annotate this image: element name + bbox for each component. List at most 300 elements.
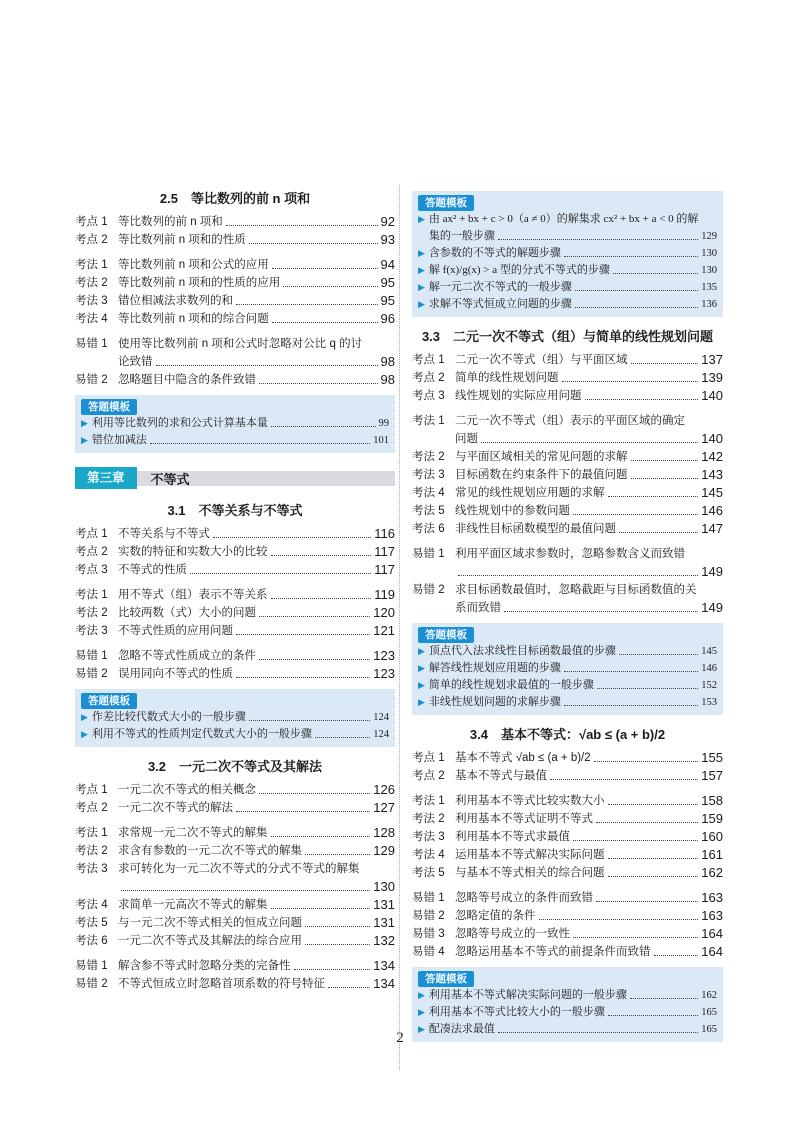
leader-dots — [190, 573, 371, 574]
entry-label: 考法 5 — [412, 505, 445, 517]
entry-text: 常见的线性规划应用题的求解 — [455, 487, 605, 499]
entry-body — [455, 925, 723, 943]
leader-dots — [481, 442, 698, 443]
page-ref: 93 — [380, 232, 395, 247]
entry-body — [118, 274, 395, 292]
entry-label: 考点 1 — [75, 528, 108, 540]
toc-entry — [412, 448, 723, 466]
toc-entry — [412, 943, 723, 961]
entry-label: 易错 2 — [75, 668, 108, 680]
entry-text: 等比数列前 n 项和的性质的应用 — [118, 277, 281, 289]
leader-dots — [564, 671, 698, 672]
toc-entry — [75, 860, 395, 896]
template-item — [418, 1004, 717, 1021]
entry-label: 考法 6 — [75, 935, 108, 947]
entry-label: 考法 2 — [75, 607, 108, 619]
page-ref: 98 — [380, 354, 395, 369]
entry-label: 易错 1 — [412, 548, 445, 560]
toc-entry — [412, 749, 723, 767]
entry-text: 与平面区域相关的常见问题的求解 — [455, 451, 628, 463]
entry-label: 考法 2 — [412, 813, 445, 825]
template-text: 解一元二次不等式的一般步骤 — [428, 281, 572, 293]
entry-text-cont: 问题 — [455, 433, 478, 445]
entry-text: 等比数列前 n 项和的性质 — [118, 234, 246, 246]
toc-entry — [412, 792, 723, 810]
section-title: 3.3 二元一次不等式（组）与简单的线性规划问题 — [421, 329, 714, 344]
entry-text: 求常规一元二次不等式的解集 — [118, 827, 268, 839]
section-title: 2.5 等比数列的前 n 项和 — [159, 191, 311, 206]
page-ref: 152 — [701, 680, 717, 691]
leader-dots — [305, 926, 370, 927]
answer-template-box — [412, 623, 723, 715]
leader-dots — [259, 793, 370, 794]
entry-text: 忽略等号成立的一致性 — [455, 928, 570, 940]
chapter-tag: 第三章 — [75, 467, 137, 489]
entry-label: 考点 2 — [75, 234, 108, 246]
page-ref: 119 — [374, 587, 395, 602]
entry-label: 考点 2 — [412, 770, 445, 782]
template-item — [81, 726, 389, 743]
page-ref: 165 — [701, 1024, 717, 1035]
triangle-bullet-icon: ▶ — [418, 299, 425, 309]
template-body — [429, 245, 717, 262]
template-line2 — [429, 228, 717, 245]
template-item — [418, 262, 717, 279]
leader-dots — [575, 307, 698, 308]
chapter-name: 不等式 — [150, 471, 190, 487]
page-ref: 96 — [380, 311, 395, 326]
toc-entry — [412, 466, 723, 484]
toc-entry — [75, 665, 395, 683]
leader-dots — [597, 688, 698, 689]
entry-label: 易错 2 — [412, 584, 445, 596]
toc-entry — [412, 412, 723, 448]
triangle-bullet-icon: ▶ — [81, 729, 88, 739]
entry-text: 错位相减法求数列的和 — [118, 295, 233, 307]
template-text: 解 f(x)/g(x) > a 型的分式不等式的步骤 — [428, 264, 610, 276]
template-body — [429, 643, 717, 660]
answer-template-box — [75, 395, 395, 453]
page-ref: 163 — [701, 890, 723, 905]
page-ref: 131 — [373, 897, 395, 912]
template-item — [418, 643, 717, 660]
spacer — [75, 640, 395, 647]
leader-dots — [608, 1015, 698, 1016]
template-body — [429, 660, 717, 677]
page-ref: 132 — [373, 933, 395, 948]
leader-dots — [562, 381, 699, 382]
answer-template-box — [75, 689, 395, 747]
page-ref: 95 — [380, 275, 395, 290]
triangle-bullet-icon: ▶ — [418, 1024, 425, 1034]
page-ref: 124 — [373, 729, 389, 740]
entry-line2 — [455, 599, 723, 617]
triangle-bullet-icon: ▶ — [418, 214, 425, 224]
entry-label: 易错 2 — [412, 910, 445, 922]
toc-entry — [412, 864, 723, 882]
entry-line2 — [455, 430, 723, 448]
page-ref: 140 — [701, 388, 723, 403]
toc-entry — [412, 545, 723, 581]
toc-entry — [75, 274, 395, 292]
toc-entry — [75, 799, 395, 817]
template-item — [418, 987, 717, 1004]
page-ref: 130 — [701, 265, 717, 276]
leader-dots — [608, 858, 699, 859]
leader-dots — [575, 290, 698, 291]
entry-label: 考点 2 — [412, 372, 445, 384]
page-ref: 131 — [373, 915, 395, 930]
entry-text: 求可转化为一元二次不等式的分式不等式的解集 — [118, 863, 360, 875]
page-ref: 158 — [701, 793, 723, 808]
entry-label: 考法 1 — [75, 827, 108, 839]
template-body — [429, 296, 717, 313]
page-ref: 147 — [701, 521, 723, 536]
entry-body — [455, 545, 723, 581]
entry-text: 忽略等号成立的条件而致错 — [455, 892, 593, 904]
entry-body — [455, 387, 723, 405]
entry-body — [455, 502, 723, 520]
entry-body — [455, 792, 723, 810]
entry-text: 利用基本不等式比较实数大小 — [455, 795, 605, 807]
chapter-header — [75, 465, 395, 491]
leader-dots — [631, 363, 699, 364]
page-ref: 123 — [373, 666, 395, 681]
entry-text: 与一元二次不等式相关的恒成立问题 — [118, 917, 302, 929]
page-ref: 137 — [701, 352, 723, 367]
page-ref: 157 — [701, 768, 723, 783]
page-ref: 129 — [373, 843, 395, 858]
page-number: 2 — [396, 1030, 404, 1046]
entry-text: 实数的特征和实数大小的比较 — [118, 546, 268, 558]
entry-body — [118, 622, 395, 640]
leader-dots — [259, 616, 370, 617]
entry-text: 解含参不等式时忽略分类的完备性 — [118, 960, 291, 972]
triangle-bullet-icon: ▶ — [418, 680, 425, 690]
page-ref: 140 — [701, 431, 723, 446]
page-ref: 92 — [380, 214, 395, 229]
page-ref: 98 — [380, 372, 395, 387]
toc-entry — [412, 520, 723, 538]
leader-dots — [564, 256, 698, 257]
entry-text-cont: 系而致错 — [455, 602, 501, 614]
page-ref: 130 — [373, 879, 395, 894]
page-ref: 164 — [701, 944, 723, 959]
leader-dots — [631, 460, 699, 461]
page-ref: 135 — [701, 282, 717, 293]
entry-body — [455, 369, 723, 387]
leader-dots — [249, 243, 378, 244]
section-title: 3.1 不等关系与不等式 — [167, 503, 303, 518]
template-text: 配凑法求最值 — [428, 1023, 495, 1035]
entry-text: 忽略运用基本不等式的前提条件而致错 — [455, 946, 651, 958]
entry-label: 考法 3 — [412, 469, 445, 481]
leader-dots — [249, 720, 370, 721]
template-text: 错位加减法 — [91, 434, 147, 446]
triangle-bullet-icon: ▶ — [418, 697, 425, 707]
template-text: 顶点代入法求线性目标函数最值的步骤 — [428, 645, 616, 657]
leader-dots — [504, 611, 698, 612]
leader-dots — [539, 919, 699, 920]
entry-body — [118, 335, 395, 371]
leader-dots — [271, 598, 372, 599]
toc-entry — [412, 387, 723, 405]
spacer — [412, 882, 723, 889]
toc-entry — [75, 957, 395, 975]
entry-body — [455, 581, 723, 617]
leader-dots — [654, 955, 699, 956]
page-ref: 149 — [701, 600, 723, 615]
entry-line2 — [455, 563, 723, 581]
entry-label: 考法 3 — [75, 295, 108, 307]
page-ref: 116 — [374, 526, 395, 541]
entry-text: 不等关系与不等式 — [118, 528, 210, 540]
template-body — [92, 432, 389, 449]
entry-body — [455, 943, 723, 961]
leader-dots — [458, 575, 698, 576]
entry-text: 与基本不等式相关的综合问题 — [455, 867, 605, 879]
entry-text: 线性规划中的参数问题 — [455, 505, 570, 517]
toc-entry — [75, 213, 395, 231]
entry-label: 考法 1 — [75, 589, 108, 601]
entry-label: 考法 2 — [75, 277, 108, 289]
answer-template-box — [412, 191, 723, 317]
template-body — [92, 709, 389, 726]
leader-dots — [156, 365, 378, 366]
template-body — [429, 279, 717, 296]
entry-label: 易错 1 — [75, 650, 108, 662]
toc-entry — [75, 586, 395, 604]
page-ref: 143 — [701, 467, 723, 482]
toc-entry — [75, 310, 395, 328]
triangle-bullet-icon: ▶ — [81, 435, 88, 445]
entry-label: 考点 2 — [75, 546, 108, 558]
entry-text: 等比数列前 n 项和的综合问题 — [118, 313, 269, 325]
entry-label: 考点 1 — [75, 216, 108, 228]
toc-entry — [75, 914, 395, 932]
entry-text: 比较两数（式）大小的问题 — [118, 607, 256, 619]
page-ref: 161 — [701, 847, 723, 862]
page-ref: 127 — [373, 800, 395, 815]
entry-label: 考法 6 — [412, 523, 445, 535]
page-ref: 101 — [373, 435, 389, 446]
entry-body — [118, 231, 395, 249]
entry-body — [118, 781, 395, 799]
template-body — [429, 1004, 717, 1021]
page-ref: 162 — [701, 990, 717, 1001]
leader-dots — [619, 654, 698, 655]
toc-entry — [412, 810, 723, 828]
template-item — [81, 415, 389, 432]
template-body — [429, 677, 717, 694]
entry-label: 考点 3 — [412, 390, 445, 402]
page-ref: 146 — [701, 663, 717, 674]
page-ref: 94 — [380, 257, 395, 272]
entry-body — [118, 914, 395, 932]
leader-dots — [226, 225, 378, 226]
page-ref: 145 — [701, 485, 723, 500]
template-text: 利用等比数列的求和公式计算基本量 — [91, 417, 268, 429]
spacer — [75, 579, 395, 586]
spacer — [412, 405, 723, 412]
template-item — [418, 279, 717, 296]
leader-dots — [613, 273, 698, 274]
entry-label: 考法 2 — [75, 845, 108, 857]
page-ref: 163 — [701, 908, 723, 923]
entry-text: 忽略不等式性质成立的条件 — [118, 650, 256, 662]
entry-label: 考法 5 — [75, 917, 108, 929]
template-text: 利用基本不等式比较大小的一般步骤 — [428, 1006, 605, 1018]
page-ref: 124 — [373, 712, 389, 723]
triangle-bullet-icon: ▶ — [418, 265, 425, 275]
entry-body — [118, 932, 395, 950]
page-ref: 153 — [701, 697, 717, 708]
leader-dots — [573, 937, 698, 938]
template-item — [418, 245, 717, 262]
leader-dots — [272, 322, 378, 323]
entry-body — [118, 860, 395, 896]
entry-label: 易错 2 — [75, 374, 108, 386]
toc-entry — [75, 975, 395, 993]
entry-body — [455, 864, 723, 882]
toc-entry — [75, 256, 395, 274]
template-body — [429, 694, 717, 711]
template-text: 利用基本不等式解决实际问题的一般步骤 — [428, 989, 627, 1001]
page-ref: 142 — [701, 449, 723, 464]
entry-label: 考点 2 — [75, 802, 108, 814]
entry-body — [455, 448, 723, 466]
entry-body — [118, 371, 395, 389]
toc-entry — [75, 842, 395, 860]
page-ref: 162 — [701, 865, 723, 880]
entry-text: 基本不等式与最值 — [455, 770, 547, 782]
entry-label: 考法 4 — [75, 313, 108, 325]
template-item — [418, 211, 717, 245]
entry-text: 不等式性质的应用问题 — [118, 625, 233, 637]
entry-label: 易错 1 — [75, 960, 108, 972]
template-item — [418, 660, 717, 677]
entry-label: 易错 3 — [412, 928, 445, 940]
leader-dots — [596, 822, 698, 823]
entry-text: 一元二次不等式及其解法的综合应用 — [118, 935, 302, 947]
entry-body — [118, 896, 395, 914]
template-item — [418, 296, 717, 313]
right-column — [412, 185, 723, 1050]
page-ref: 159 — [701, 811, 723, 826]
template-text-cont: 集的一般步骤 — [428, 230, 495, 242]
entry-text: 忽略题目中隐含的条件致错 — [118, 374, 256, 386]
entry-body — [455, 520, 723, 538]
page-ref: 129 — [701, 231, 717, 242]
toc-entry — [412, 502, 723, 520]
leader-dots — [550, 779, 698, 780]
toc-entry — [75, 525, 395, 543]
toc-entry — [412, 767, 723, 785]
page-ref: 136 — [701, 299, 717, 310]
entry-label: 易错 1 — [75, 338, 108, 350]
toc-entry — [412, 484, 723, 502]
template-text: 由 ax² + bx + c > 0（a ≠ 0）的解集求 cx² + bx + a < 0 的解 — [428, 213, 699, 225]
toc-entry — [412, 828, 723, 846]
template-body — [92, 415, 389, 432]
leader-dots — [236, 677, 370, 678]
page-ref: 145 — [701, 646, 717, 657]
leader-dots — [328, 987, 370, 988]
template-text: 非线性规划问题的求解步骤 — [428, 696, 561, 708]
page-ref: 95 — [380, 293, 395, 308]
page-ref: 165 — [701, 1007, 717, 1018]
entry-body — [455, 810, 723, 828]
entry-label: 考法 3 — [75, 863, 108, 875]
column-divider — [399, 185, 400, 1070]
page-ref: 99 — [378, 418, 389, 429]
entry-label: 考法 4 — [75, 899, 108, 911]
entry-body — [118, 647, 395, 665]
entry-body — [455, 828, 723, 846]
entry-body — [118, 799, 395, 817]
entry-text: 非线性目标函数模型的最值问题 — [455, 523, 616, 535]
entry-body — [118, 256, 395, 274]
leader-dots — [631, 478, 699, 479]
toc-entry — [75, 561, 395, 579]
entry-label: 易错 4 — [412, 946, 445, 958]
leader-dots — [585, 399, 699, 400]
entry-text: 线性规划的实际应用问题 — [455, 390, 582, 402]
leader-dots — [630, 998, 698, 999]
page-ref: 134 — [373, 976, 395, 991]
entry-body — [118, 586, 395, 604]
entry-body — [118, 604, 395, 622]
leader-dots — [573, 840, 698, 841]
entry-text: 目标函数在约束条件下的最值问题 — [455, 469, 628, 481]
entry-text: 不等式的性质 — [118, 564, 187, 576]
entry-text: 二元一次不等式（组）与平面区域 — [455, 354, 628, 366]
template-tag: 答题模板 — [81, 399, 137, 415]
leader-dots — [573, 514, 698, 515]
entry-body — [118, 561, 395, 579]
toc-entry — [412, 846, 723, 864]
toc-entry — [412, 889, 723, 907]
page-ref: 149 — [701, 564, 723, 579]
entry-body — [455, 466, 723, 484]
page-ref: 121 — [373, 623, 395, 638]
entry-body — [118, 213, 395, 231]
leader-dots — [294, 969, 371, 970]
leader-dots — [315, 737, 370, 738]
entry-text: 忽略定值的条件 — [455, 910, 536, 922]
entry-text: 求简单一元高次不等式的解集 — [118, 899, 268, 911]
toc-entry — [412, 907, 723, 925]
entry-label: 考法 2 — [412, 451, 445, 463]
entry-label: 考法 5 — [412, 867, 445, 879]
page-ref: 139 — [701, 370, 723, 385]
spacer — [75, 249, 395, 256]
entry-body — [455, 889, 723, 907]
toc-entry — [75, 824, 395, 842]
entry-label: 考法 3 — [412, 831, 445, 843]
entry-label: 考法 4 — [412, 487, 445, 499]
entry-text: 利用基本不等式证明不等式 — [455, 813, 593, 825]
toc-entry — [75, 335, 395, 371]
entry-body — [118, 957, 395, 975]
template-body — [429, 211, 717, 245]
entry-text: 求目标函数最值时，忽略截距与目标函数值的关 — [455, 584, 697, 596]
toc-entry — [412, 351, 723, 369]
toc-entry — [75, 231, 395, 249]
spacer — [412, 785, 723, 792]
entry-text: 利用平面区域求参数时，忽略参数含义而致错 — [455, 548, 685, 560]
entry-body — [118, 842, 395, 860]
